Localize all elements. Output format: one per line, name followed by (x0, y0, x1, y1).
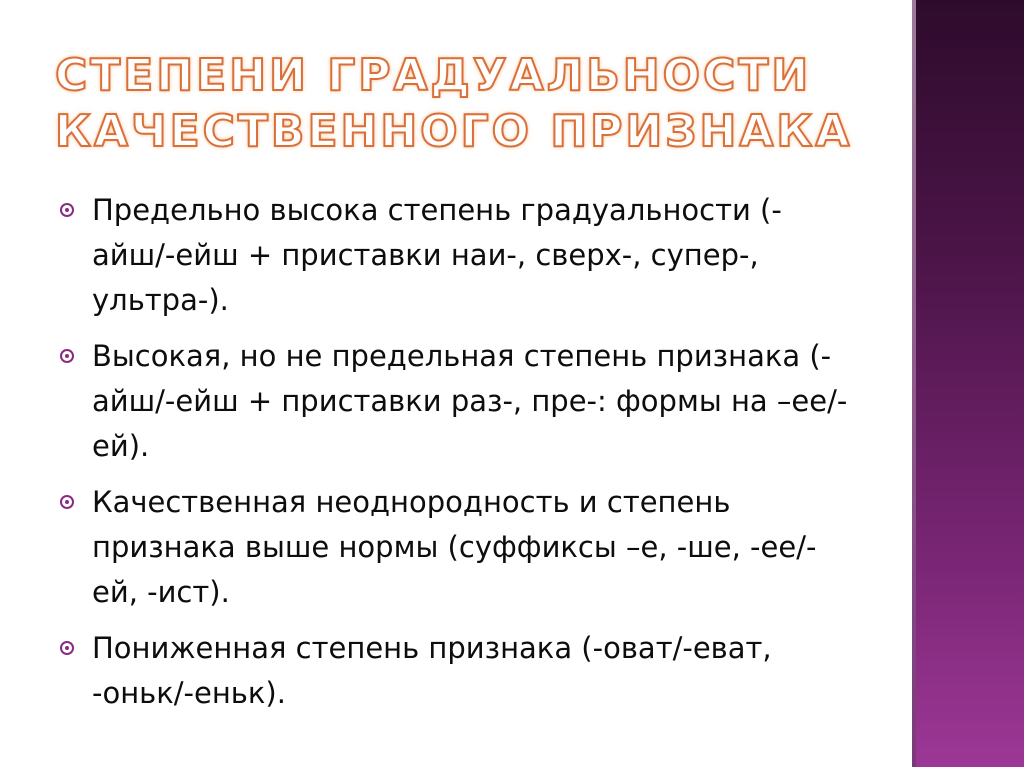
circle-dot-icon (60, 641, 74, 655)
bullet-list (58, 188, 858, 727)
circle-dot-icon (60, 495, 74, 509)
decorative-side-band (916, 0, 1024, 767)
circle-dot-icon (60, 349, 74, 363)
bullet-text: Пониженная степень признака (-оват/-еват, -оньк/-еньк). (92, 631, 772, 710)
circle-dot-icon (60, 203, 74, 217)
bullet-text: Высокая, но не предельная степень признака (-айш/-ейш + приставки раз-, пре-: формы на –ее/-ей). (92, 339, 848, 463)
bullet-text: Предельно высока степень градуальности (-айш/-ейш + приставки наи-, сверх-, супер-, ультра-). (92, 193, 782, 317)
slide-title: СТЕПЕНИ ГРАДУАЛЬНОСТИ КАЧЕСТВЕННОГО ПРИЗНАКА (55, 50, 853, 157)
bullet-item (58, 480, 858, 615)
bullet-item (58, 626, 858, 716)
bullet-item (58, 334, 858, 469)
bullet-item (58, 188, 858, 323)
bullet-text: Качественная неоднородность и степень признака выше нормы (суффиксы –е, -ше, -ее/-ей, -ист). (92, 485, 817, 609)
